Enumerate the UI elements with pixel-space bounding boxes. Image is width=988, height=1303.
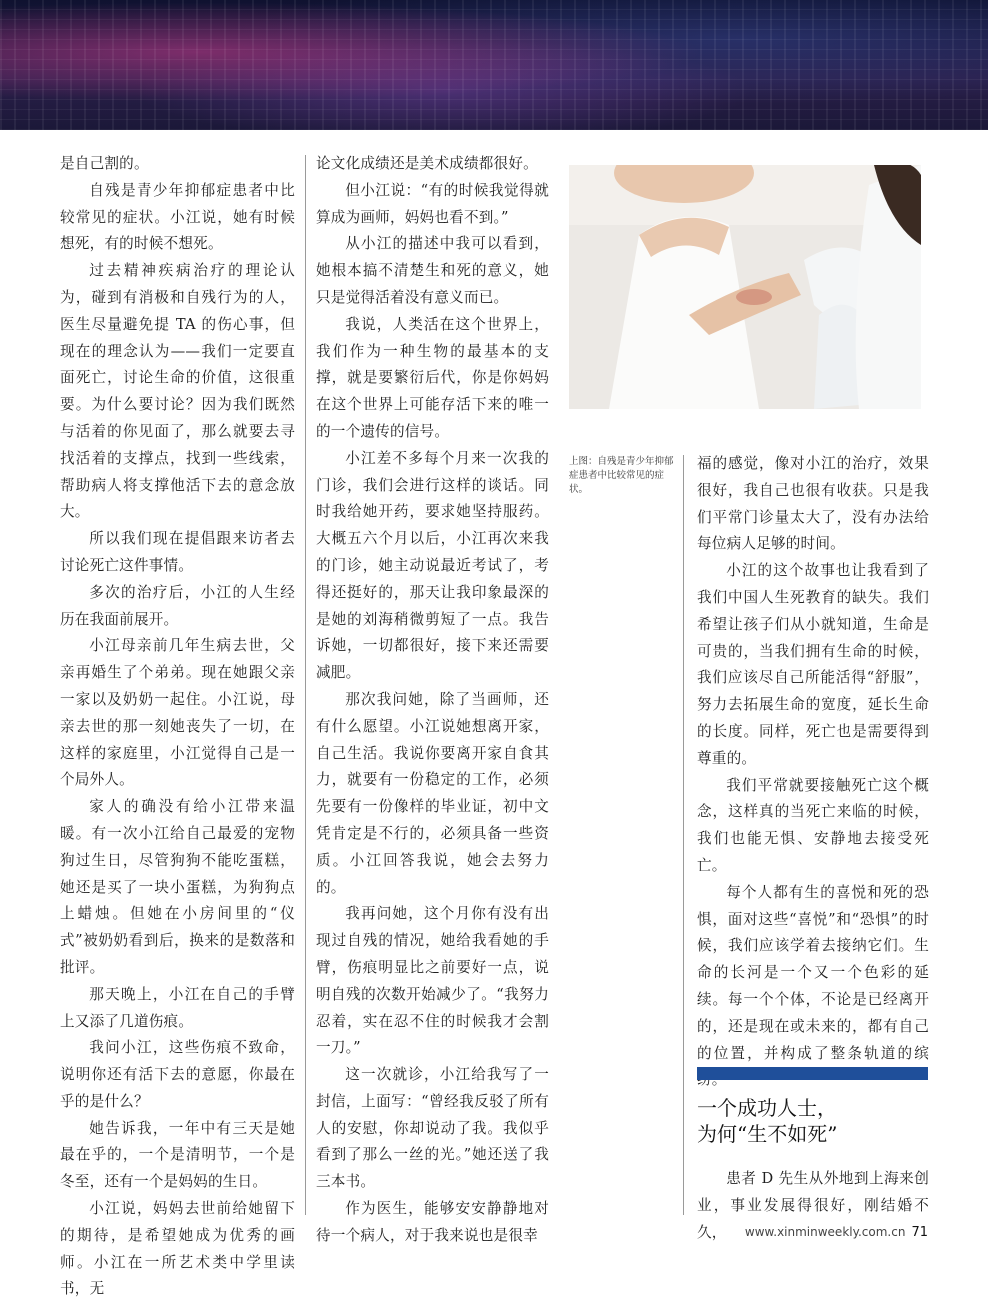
section-heading-line-1: 一个成功人士， bbox=[697, 1096, 837, 1120]
paragraph: 那天晚上，小江在自己的手臂上又添了几道伤痕。 bbox=[60, 985, 295, 1030]
paragraph: 所以我们现在提倡跟来访者去讨论死亡这件事情。 bbox=[60, 530, 295, 574]
paragraph: 小江母亲前几年生病去世，父亲再婚生了个弟弟。现在她跟父亲一家以及奶奶一起住。小江说，母亲去世的那一刻她丧失了一切，在这样的家庭里，小江觉得自己是一个局外人。 bbox=[60, 637, 295, 789]
section-accent-bar bbox=[697, 1067, 928, 1080]
column-divider-1 bbox=[305, 155, 306, 1215]
photo-illustration bbox=[569, 165, 921, 409]
photo-caption: 上图：自残是青少年抑郁症患者中比较常见的症状。 bbox=[569, 456, 674, 495]
paragraph: 我再问她，这个月你有没有出现过自残的情况，她给我看她的手臂，伤痕明显比之前要好一点，说明自残的次数开始减少了。“我努力忍着，实在忍不住的时候我才会割一刀。” bbox=[316, 905, 549, 1057]
photo-doctor-examining-arm bbox=[569, 165, 921, 409]
paragraph: 多次的治疗后，小江的人生经历在我面前展开。 bbox=[60, 583, 295, 628]
page-footer bbox=[745, 1225, 928, 1240]
paragraph: 我问小江，这些伤痕不致命，说明你还有活下去的意愿，你最在乎的是什么？ bbox=[60, 1039, 295, 1110]
paragraph: 她告诉我，一年中有三天是她最在乎的，一个是清明节，一个是冬至，还有一个是妈妈的生日。 bbox=[60, 1119, 295, 1191]
article-column-2 bbox=[316, 151, 549, 1250]
paragraph: 小江说，妈妈去世前给她留下的期待，是希望她成为优秀的画师。小江在一所艺术类中学里读书，无 bbox=[60, 1200, 295, 1298]
section-heading bbox=[697, 1095, 937, 1147]
paragraph: 家人的确没有给小江带来温暖。有一次小江给自己最爱的宠物狗过生日，尽管狗狗不能吃蛋糕，她还是买了一块小蛋糕，为狗狗点上蜡烛。但她在小房间里的“仪式”被奶奶看到后，换来的是数落和批评。 bbox=[60, 798, 295, 976]
section-heading-line-2: 为何“生不如死” bbox=[697, 1122, 838, 1146]
paragraph: 小江差不多每个月来一次我的门诊，我们会进行这样的谈话。同时我给她开药，要求她坚持服药。大概五六个月以后，小江再次来我的门诊，她主动说最近考试了，考得还挺好的，那天让我印象最深的是她的刘海稍微剪短了一点。我告诉她，一切都很好，接下来还需要减肥。 bbox=[316, 449, 549, 682]
paragraph: 我说，人类活在这个世界上，我们作为一种生物的最基本的支撑，就是要繁衍后代，你是你妈妈在这个世界上可能存活下来的唯一的一个遗传的信号。 bbox=[316, 315, 549, 440]
article-column-1 bbox=[60, 151, 295, 1303]
top-city-night-banner bbox=[0, 0, 988, 130]
paragraph: 这一次就诊，小江给我写了一封信，上面写：“曾经我反驳了所有人的安慰，你却说动了我。我似乎看到了那么一丝的光。”她还送了我三本书。 bbox=[316, 1066, 549, 1191]
paragraph: 小江的这个故事也让我看到了我们中国人生死教育的缺失。我们希望让孩子们从小就知道，生命是可贵的，当我们拥有生命的时候，我们应该尽自己所能活得“舒服”，努力去拓展生命的宽度，延长生命的长度。同样，死亡也是需要得到尊重的。 bbox=[697, 562, 929, 767]
article-column-3 bbox=[697, 451, 929, 1094]
paragraph: 每个人都有生的喜悦和死的恐惧，面对这些“喜悦”和“恐惧”的时候，我们应该学着去接纳它们。生命的长河是一个又一个色彩的延续。每一个个体，不论是已经离开的，还是现在或未来的，都有自己的位置，并构成了整条轨道的缤 bbox=[697, 883, 929, 1062]
section-paragraph: 患者 D 先生从外地到上海来创业，事业发展得很好，刚结婚不久， bbox=[697, 1170, 929, 1241]
paragraph: 自残是青少年抑郁症患者中比较常见的症状。小江说，她有时候想死，有的时候不想死。 bbox=[60, 181, 295, 253]
column-divider-2 bbox=[683, 455, 684, 1215]
paragraph: 过去精神疾病治疗的理论认为，碰到有消极和自残行为的人，医生尽量避免提 TA 的伤心事，但现在的理念认为——我们一定要直面死亡，讨论生命的价值，这很重要。为什么要讨论？因为我们既然与活着的你见面了，那么就要去寻找活着的支撑点，找到一些线索，帮助病人将支撑他活下去的意念放大。 bbox=[60, 262, 295, 521]
paragraph: 论文化成绩还是美术成绩都很好。 bbox=[316, 155, 538, 172]
page-number: 71 bbox=[911, 1225, 928, 1240]
paragraph: 福的感觉，像对小江的治疗，效果很好，我自己也很有收获。只是我们平常门诊量太大了，没有办法给每位病人足够的时间。 bbox=[697, 455, 929, 553]
paragraph: 作为医生，能够安安静静地对待一个病人，对于我来说也是很幸 bbox=[316, 1200, 549, 1244]
paragraph: 那次我问她，除了当画师，还有什么愿望。小江说她想离开家，自己生活。我说你要离开家自食其力，就要有一份稳定的工作，必须先要有一份像样的毕业证，初中文凭肯定是不行的，必须具备一些资质。小江回答我说，她会去努力的。 bbox=[316, 690, 549, 896]
paragraph: 是自己割的。 bbox=[60, 155, 149, 172]
paragraph: 但小江说：“有的时候我觉得就算成为画师，妈妈也看不到。” bbox=[316, 181, 549, 226]
paragraph: 我们平常就要接触死亡这个概念，这样真的当死亡来临的时候，我们也能无惧、安静地去接受死亡。 bbox=[697, 776, 929, 874]
footer-url: www.xinminweekly.com.cn bbox=[744, 1225, 906, 1239]
paragraph: 从小江的描述中我可以看到，她根本搞不清楚生和死的意义，她只是觉得活着没有意义而已。 bbox=[316, 235, 549, 306]
